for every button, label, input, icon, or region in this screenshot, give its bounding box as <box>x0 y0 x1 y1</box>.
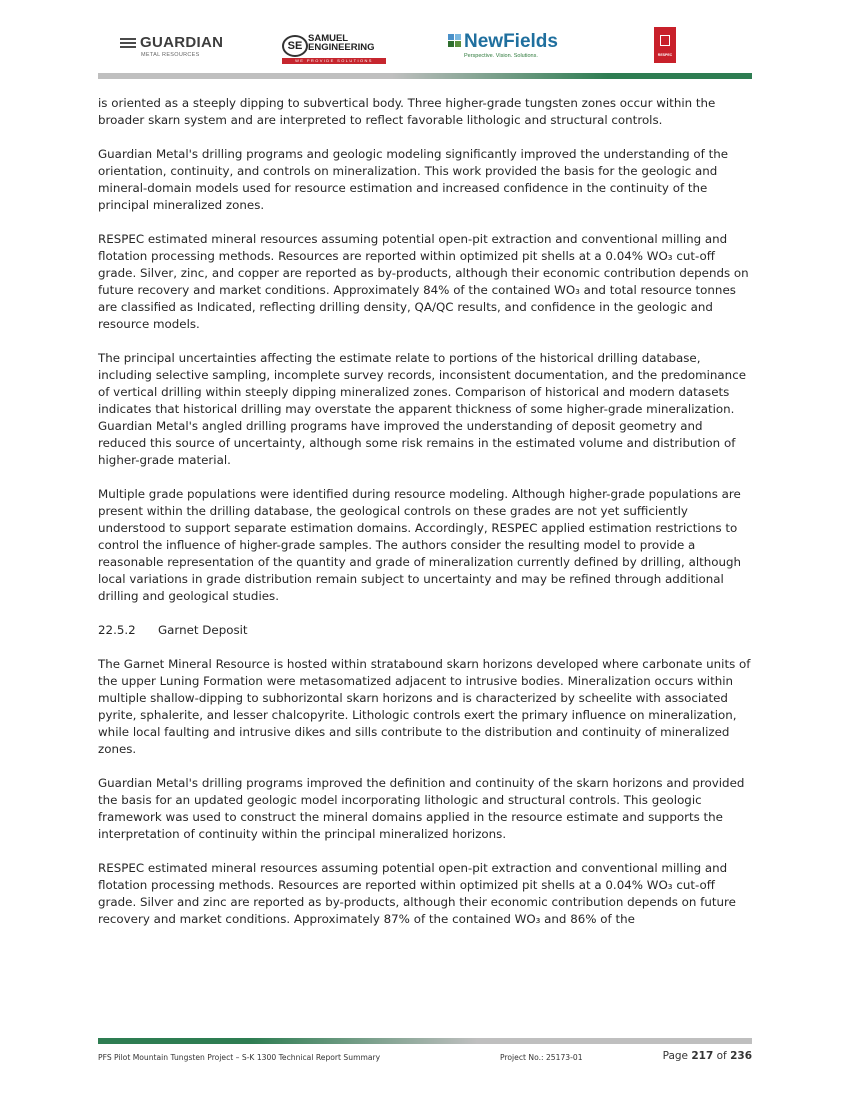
paragraph: Multiple grade populations were identified during resource modeling. Although higher-grade populations are present within the drilling database, the geological controls on these grades are not yet sufficiently understood to support separate estimation domains. Accordingly, RESPEC applied estimation restrictions to control the influence of higher-grade samples. The authors consider the resulting model to provide a reasonable representation of the quantity and grade of mineralization currently defined by drilling, although local variations in grade distribution remain subject to uncertainty and may be refined through additional drilling and geological studies. <box>98 487 742 603</box>
paragraph: Guardian Metal's drilling programs improved the definition and continuity of the skarn horizons and provided the basis for an updated geologic model incorporating lithologic and structural controls. This geologic framework was used to construct the mineral domains applied in the resource estimate and supports the interpretation of continuity within the principal mineralized horizons. <box>98 776 745 841</box>
page-current: 217 <box>691 1050 714 1062</box>
newfields-square-lightblue <box>455 34 461 40</box>
paragraph: RESPEC estimated mineral resources assuming potential open-pit extraction and conventional milling and flotation processing methods. Resources are reported within optimized pit shells at a 0.04% WO₃ cut-off grade. Silver and zinc are reported as by-products, although their economic contribution depends on future recovery and market conditions. Approximately 87% of the contained WO₃ and 86% of the <box>98 861 736 926</box>
samuel-se-mark: SE <box>282 35 308 57</box>
paragraph: is oriented as a steeply dipping to subvertical body. Three higher-grade tungsten zones occur within the broader skarn system and are interpreted to reflect favorable lithologic and structural controls. <box>98 96 716 127</box>
respec-logo-name: RESPEC <box>657 53 673 57</box>
guardian-logo-subtitle: METAL RESOURCES <box>141 52 200 58</box>
samuel-logo-tagline: WE PROVIDE SOLUTIONS <box>282 58 386 64</box>
footer-project-number: Project No.: 25173-01 <box>500 1053 583 1062</box>
samuel-engineering-logo <box>282 34 386 64</box>
samuel-logo-text <box>308 34 375 52</box>
newfields-square-darkgreen <box>448 41 454 47</box>
guardian-lines-icon <box>120 38 136 48</box>
samuel-logo-line2: ENGINEERING <box>308 42 375 53</box>
page-label: Page <box>662 1050 688 1062</box>
page-body <box>98 95 752 945</box>
section-heading <box>98 622 752 639</box>
respec-mark-icon <box>660 35 670 46</box>
section-title: Garnet Deposit <box>158 623 248 637</box>
paragraph: Guardian Metal's drilling programs and geologic modeling significantly improved the understanding of the orientation, continuity, and controls on mineralization. This work provided the basis for the geologic and mineral-domain models used for resource estimation and increased confidence in the continuity of the principal mineralized zones. <box>98 147 729 212</box>
newfields-square-green <box>455 41 461 47</box>
newfields-logo-name: NewFields <box>464 31 558 52</box>
page-total: 236 <box>730 1050 752 1062</box>
footer-report-title: PFS Pilot Mountain Tungsten Project – S-K 1300 Technical Report Summary <box>98 1053 381 1062</box>
header-rule <box>98 73 752 79</box>
newfields-square-blue <box>448 34 454 40</box>
samuel-logo-line1: SAMUEL <box>308 33 349 44</box>
section-number: 22.5.2 <box>98 623 136 637</box>
page-footer <box>98 1050 752 1066</box>
page-header <box>98 22 752 78</box>
newfields-logo-tagline: Perspective. Vision. Solutions. <box>464 53 538 59</box>
respec-logo <box>654 27 676 63</box>
paragraph: The Garnet Mineral Resource is hosted within stratabound skarn horizons developed where carbonate units of the upper Luning Formation were metasomatized adjacent to intrusive bodies. Mineralization occurs within multiple shallow-dipping to subhorizontal skarn horizons and is characterized by scheelite with associated pyrite, sphalerite, and lesser chalcopyrite. Lithologic controls exert the primary influence on mineralization, while local faulting and intrusive dikes and sills contribute to the distribution and continuity of mineralized zones. <box>98 657 751 756</box>
footer-rule <box>98 1038 752 1044</box>
paragraph: The principal uncertainties affecting the estimate relate to portions of the historical drilling database, including selective sampling, incomplete survey records, inconsistent documentation, and the predominance of vertical drilling within steeply dipping mineralized zones. Comparison of historical and modern datasets indicates that historical drilling may overstate the apparent thickness of some higher-grade mineralization. Guardian Metal's angled drilling programs have improved the understanding of deposit geometry and reduced this source of uncertainty, although some risk remains in the estimated volume and distribution of higher-grade material. <box>98 351 746 467</box>
guardian-logo-name: GUARDIAN <box>140 34 224 51</box>
footer-page-number <box>663 1050 752 1062</box>
page-of: of <box>716 1050 727 1062</box>
guardian-logo <box>120 34 223 58</box>
paragraph: RESPEC estimated mineral resources assuming potential open-pit extraction and conventional milling and flotation processing methods. Resources are reported within optimized pit shells at a 0.04% WO₃ cut-off grade. Silver, zinc, and copper are reported as by-products, although their economic contribution depends on future recovery and market conditions. Approximately 84% of the contained WO₃ and total resource tonnes are classified as Indicated, reflecting drilling density, QA/QC results, and confidence in the geologic and resource models. <box>98 232 749 331</box>
